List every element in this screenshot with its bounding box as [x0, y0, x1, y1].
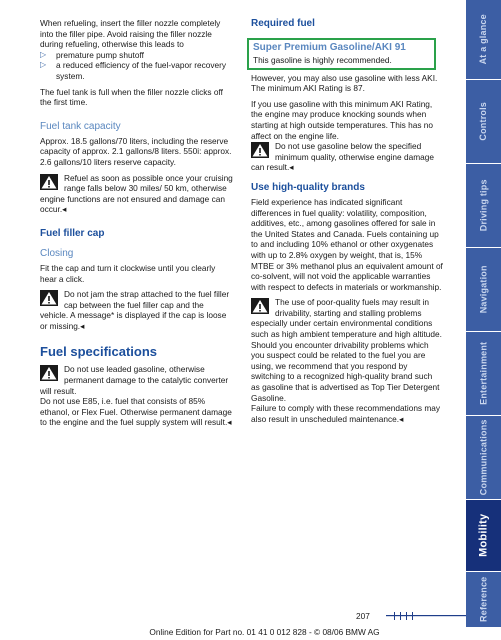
warning-icon — [40, 365, 58, 381]
right-column — [251, 18, 443, 424]
tank-capacity-paragraph: Approx. 18.5 gallons/70 liters, including the reserve capacity of approx. 2.1 gallons/8 liters. 550i: approx. 2.6 gallons/10 liters reserve capacity. — [40, 135, 232, 167]
triangle-bullet-icon: ▷ — [40, 49, 47, 59]
left-column — [40, 18, 233, 428]
field-experience-paragraph: Field experience has indicated significant differences in fuel quality: volatility, composition, additives, etc., among gasolines offered for sale in the United States and Canada. Fuels containing up to and including 10% ethanol or other oxygenates with up to 2.8% oxygen by weight, that is, 15% MTBE or 3% methanol plus an equivalent amount of co-solvent, will not void the applicable warranties with respect to defects in materials or workmanship. — [251, 196, 443, 292]
bullet-text: a reduced efficiency of the fuel-vapor recovery system. — [56, 60, 227, 81]
leaded-warning-text: Do not use leaded gasoline, otherwise permanent damage to the catalytic converter will result. — [40, 364, 229, 396]
recommended-text: This gasoline is highly recommended. — [253, 55, 392, 65]
closing-heading: Closing — [40, 247, 74, 259]
end-mark-icon: ◂ — [80, 320, 85, 331]
high-quality-brands-heading: Use high-quality brands — [251, 181, 365, 193]
closing-paragraph: Fit the cap and turn it clockwise until you clearly hear a click. — [40, 262, 216, 284]
end-mark-icon: ◂ — [399, 413, 404, 424]
e85-paragraph: Do not use E85, i.e. fuel that consists of 85% ethanol, or Flex Fuel. Otherwise permanent damage to the engine and the fuel supply system will result.◂ — [40, 396, 232, 428]
page-number: 207 — [356, 611, 370, 621]
warning-icon — [251, 142, 269, 158]
required-fuel-heading: Required fuel — [251, 18, 315, 29]
end-mark-icon: ◂ — [62, 204, 67, 215]
warning-icon — [40, 290, 58, 306]
minimum-quality-warning-text: Do not use gasoline below the specified minimum quality, otherwise engine damage can result. — [251, 141, 434, 173]
tank-capacity-heading: Fuel tank capacity — [40, 120, 121, 132]
minimum-aki-paragraph: However, you may also use gasoline with less AKI. The minimum AKI Rating is 87. — [251, 72, 438, 94]
end-mark-icon: ◂ — [289, 162, 294, 173]
minimum-quality-warning — [251, 141, 443, 173]
poor-quality-warning — [251, 297, 443, 339]
knocking-paragraph: If you use gasoline with this minimum AKI Rating, the engine may produce knocking sounds when starting at high outside temperatures. This has no affect on the engine life. — [251, 98, 434, 141]
sidebar-tab-communications[interactable]: Communications — [466, 416, 501, 500]
refuel-warning — [40, 173, 233, 215]
sidebar-tab-entertainment[interactable]: Entertainment — [466, 332, 501, 416]
bullet-item — [40, 50, 233, 61]
recommended-fuel-highlight — [247, 38, 436, 70]
chapter-sidebar — [466, 0, 501, 628]
refuel-intro-paragraph: When refueling, insert the filler nozzle completely into the filler pipe. Avoid raising the filler nozzle during refueling, otherwise this leads to — [40, 18, 221, 50]
failure-paragraph: Failure to comply with these recommendations may also result in unscheduled maintenance.◂ — [251, 403, 441, 424]
leaded-warning — [40, 364, 233, 396]
sidebar-tab-navigation[interactable]: Navigation — [466, 248, 501, 332]
sidebar-tab-controls[interactable]: Controls — [466, 80, 501, 164]
drivability-paragraph: Should you encounter drivability problems which you suspect could be related to the fuel you are using, we recommend that you respond by switching to a recognized high-quality brand such as gasoline that is advertised as Top Tier Detergent Gasoline. — [251, 339, 440, 403]
page-rule-decoration — [386, 612, 466, 620]
sidebar-tab-reference[interactable]: Reference — [466, 572, 501, 628]
sidebar-tab-at-a-glance[interactable]: At a glance — [466, 0, 501, 80]
warning-icon — [251, 298, 269, 314]
refuel-warning-text: Refuel as soon as possible once your cruising range falls below 30 miles/ 50 km, otherwise engine functions are not ensured and damage can occur. — [40, 172, 233, 215]
bullet-text: premature pump shutoff — [56, 49, 144, 60]
strap-warning-text: Do not jam the strap attached to the fuel filler cap between the fuel filler cap and the vehicle. A message* is displayed if the cap is loose or missing. — [40, 289, 230, 331]
poor-quality-warning-text: The use of poor-quality fuels may result in drivability, starting and stalling problems especially under certain environmental conditions such as high ambient temperature and high altitude. — [251, 297, 442, 340]
fuel-specifications-heading: Fuel specifications — [40, 344, 158, 360]
fuel-filler-cap-heading: Fuel filler cap — [40, 227, 105, 239]
triangle-bullet-icon: ▷ — [40, 60, 47, 70]
sidebar-tab-driving-tips[interactable]: Driving tips — [466, 164, 501, 248]
edition-footer: Online Edition for Part no. 01 41 0 012 828 - © 08/06 BMW AG — [149, 627, 380, 637]
bullet-item — [40, 60, 233, 81]
sidebar-tab-mobility[interactable]: Mobility — [466, 500, 501, 572]
warning-icon — [40, 174, 58, 190]
end-mark-icon: ◂ — [227, 417, 232, 428]
super-premium-heading: Super Premium Gasoline/AKI 91 — [253, 42, 406, 53]
strap-warning — [40, 289, 233, 331]
tank-full-paragraph: The fuel tank is full when the filler nozzle clicks off the first time. — [40, 86, 223, 108]
